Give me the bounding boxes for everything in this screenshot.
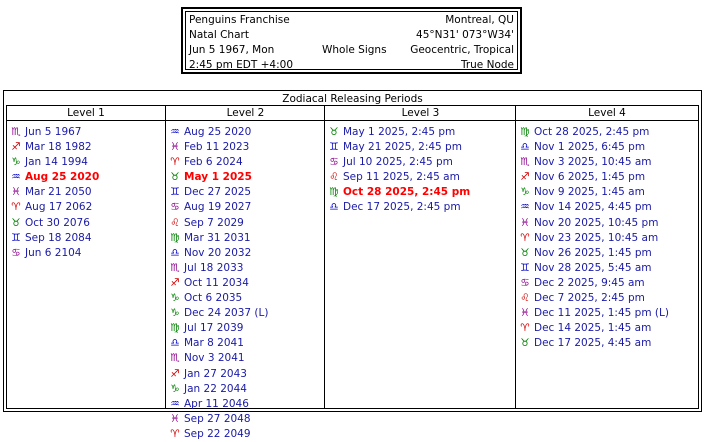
period-date: Mar 18 1982 <box>25 141 92 154</box>
aries-sign-icon: ♈ <box>520 322 530 335</box>
pisces-sign-icon: ♓ <box>520 307 530 320</box>
header-row-3 <box>189 43 514 58</box>
gemini-sign-icon: ♊ <box>11 231 21 244</box>
period-row <box>166 351 325 366</box>
capricorn-sign-icon: ♑ <box>170 292 180 305</box>
sagittarius-sign-icon: ♐ <box>11 141 21 154</box>
period-date: Oct 6 2035 <box>184 292 243 305</box>
period-row <box>166 261 325 276</box>
period-date: Jul 10 2025, 2:45 pm <box>343 156 453 169</box>
period-date: Nov 20 2025, 10:45 pm <box>534 216 659 229</box>
period-row <box>166 231 325 246</box>
period-date: Nov 20 2032 <box>184 246 252 259</box>
scorpio-sign-icon: ♏ <box>11 126 21 138</box>
aries-sign-icon: ♈ <box>170 427 180 440</box>
chart-type: Natal Chart <box>189 29 249 41</box>
header-row-4 <box>189 58 514 73</box>
header-row-1 <box>189 13 514 28</box>
period-row <box>516 155 698 170</box>
period-row <box>166 336 325 351</box>
libra-sign-icon: ♎ <box>520 141 530 154</box>
chart-info-inner <box>185 11 518 70</box>
period-row <box>516 140 698 155</box>
period-row <box>325 170 516 185</box>
period-date: Dec 11 2025, 1:45 pm (L) <box>534 307 669 320</box>
period-row <box>7 140 165 155</box>
taurus-sign-icon: ♉ <box>329 126 339 138</box>
period-date: Mar 21 2050 <box>25 186 92 199</box>
period-row <box>166 155 325 170</box>
leo-sign-icon: ♌ <box>329 171 339 184</box>
period-row <box>516 185 698 200</box>
capricorn-sign-icon: ♑ <box>520 186 530 199</box>
period-row <box>166 367 325 382</box>
period-date: Jan 14 1994 <box>25 156 88 169</box>
period-date: Jul 17 2039 <box>184 322 244 335</box>
period-date: Mar 8 2041 <box>184 337 244 350</box>
period-row <box>516 336 698 351</box>
period-row <box>516 170 698 185</box>
sagittarius-sign-icon: ♐ <box>170 276 180 289</box>
period-row <box>516 200 698 215</box>
period-date: Sep 27 2048 <box>184 412 251 425</box>
leo-sign-icon: ♌ <box>170 216 180 229</box>
period-row <box>166 246 325 261</box>
period-date: Oct 11 2034 <box>184 276 249 289</box>
virgo-sign-icon: ♍ <box>520 126 530 138</box>
period-row <box>325 140 516 155</box>
period-row <box>166 427 325 442</box>
period-row <box>7 246 165 261</box>
pisces-sign-icon: ♓ <box>11 186 21 199</box>
period-date: Dec 17 2025, 2:45 pm <box>343 201 461 214</box>
level-4-rows <box>516 121 698 351</box>
period-row <box>166 382 325 397</box>
period-date: Sep 18 2084 <box>25 231 92 244</box>
period-row <box>166 216 325 231</box>
level-3-header: Level 3 <box>325 106 516 121</box>
period-row <box>166 276 325 291</box>
chart-date: Jun 5 1967, Mon <box>189 44 275 56</box>
level-1-rows <box>7 121 165 261</box>
period-date: Dec 14 2025, 1:45 am <box>534 322 652 335</box>
level-3-rows <box>325 121 516 216</box>
period-date: Dec 2 2025, 9:45 am <box>534 276 645 289</box>
period-row <box>325 155 516 170</box>
period-row <box>516 261 698 276</box>
period-date: Jan 27 2043 <box>184 367 247 380</box>
coordinates: 45°N31' 073°W34' <box>416 29 514 41</box>
period-date: Nov 26 2025, 1:45 pm <box>534 246 652 259</box>
pisces-sign-icon: ♓ <box>170 141 180 154</box>
sagittarius-sign-icon: ♐ <box>170 367 180 380</box>
period-row <box>166 125 325 140</box>
period-date: Nov 3 2041 <box>184 352 245 365</box>
period-row <box>325 125 516 140</box>
virgo-sign-icon: ♍ <box>329 186 339 199</box>
period-date: Nov 6 2025, 1:45 pm <box>534 171 646 184</box>
period-date: Sep 22 2049 <box>184 427 251 440</box>
period-row <box>7 155 165 170</box>
period-date: May 1 2025 <box>184 171 252 184</box>
period-row <box>516 231 698 246</box>
period-row <box>166 397 325 412</box>
location: Montreal, QU <box>445 14 514 26</box>
period-row <box>516 306 698 321</box>
aries-sign-icon: ♈ <box>520 231 530 244</box>
period-date: Feb 6 2024 <box>184 156 243 169</box>
level-1-header: Level 1 <box>7 106 165 121</box>
current-period-row <box>325 185 516 200</box>
period-row <box>516 291 698 306</box>
period-date: Nov 14 2025, 4:45 pm <box>534 201 652 214</box>
cancer-sign-icon: ♋ <box>11 246 21 259</box>
period-date: Aug 17 2062 <box>25 201 93 214</box>
period-date: Dec 7 2025, 2:45 pm <box>534 292 645 305</box>
period-row <box>7 231 165 246</box>
taurus-sign-icon: ♉ <box>11 216 21 229</box>
period-date: Oct 30 2076 <box>25 216 90 229</box>
chart-time: 2:45 pm EDT +4:00 <box>189 59 293 71</box>
period-row <box>166 200 325 215</box>
capricorn-sign-icon: ♑ <box>170 307 180 320</box>
pisces-sign-icon: ♓ <box>520 216 530 229</box>
aries-sign-icon: ♈ <box>170 156 180 169</box>
period-date: Dec 27 2025 <box>184 186 252 199</box>
gemini-sign-icon: ♊ <box>329 141 339 154</box>
period-row <box>516 125 698 140</box>
aquarius-sign-icon: ♒ <box>520 201 530 214</box>
period-row <box>7 216 165 231</box>
period-date: Apr 11 2046 <box>184 397 249 410</box>
period-date: Aug 25 2020 <box>184 126 252 138</box>
period-date: May 21 2025, 2:45 pm <box>343 141 462 154</box>
libra-sign-icon: ♎ <box>170 337 180 350</box>
current-period-row <box>166 170 325 185</box>
virgo-sign-icon: ♍ <box>170 322 180 335</box>
zodiacal-releasing-panel <box>3 90 702 440</box>
period-row <box>516 246 698 261</box>
capricorn-sign-icon: ♑ <box>11 156 21 169</box>
leo-sign-icon: ♌ <box>520 292 530 305</box>
period-row <box>166 306 325 321</box>
sagittarius-sign-icon: ♐ <box>520 171 530 184</box>
period-row <box>166 321 325 336</box>
capricorn-sign-icon: ♑ <box>170 382 180 395</box>
period-date: Jun 6 2104 <box>25 246 82 259</box>
virgo-sign-icon: ♍ <box>170 231 180 244</box>
level-1-column <box>7 106 165 408</box>
taurus-sign-icon: ♉ <box>520 246 530 259</box>
chart-name: Penguins Franchise <box>189 14 290 26</box>
period-date: Nov 3 2025, 10:45 am <box>534 156 652 169</box>
chart-info-box <box>181 7 522 74</box>
period-date: Dec 17 2025, 4:45 am <box>534 337 652 350</box>
cancer-sign-icon: ♋ <box>170 201 180 214</box>
node-type: True Node <box>460 59 514 71</box>
period-date: Jan 22 2044 <box>184 382 247 395</box>
level-3-column <box>324 106 516 408</box>
period-row <box>7 125 165 140</box>
period-row <box>7 200 165 215</box>
aquarius-sign-icon: ♒ <box>170 397 180 410</box>
cancer-sign-icon: ♋ <box>329 156 339 169</box>
period-date: Nov 28 2025, 5:45 am <box>534 261 652 274</box>
aries-sign-icon: ♈ <box>11 201 21 214</box>
period-date: Jul 18 2033 <box>184 261 244 274</box>
level-4-header: Level 4 <box>516 106 698 121</box>
level-2-header: Level 2 <box>166 106 325 121</box>
pisces-sign-icon: ♓ <box>170 412 180 425</box>
period-row <box>516 321 698 336</box>
period-date: Mar 31 2031 <box>184 231 251 244</box>
gemini-sign-icon: ♊ <box>170 186 180 199</box>
period-date: Oct 28 2025, 2:45 pm <box>343 186 471 199</box>
period-date: Oct 28 2025, 2:45 pm <box>534 126 650 138</box>
period-date: Dec 24 2037 (L) <box>184 307 269 320</box>
aquarius-sign-icon: ♒ <box>170 126 180 138</box>
aquarius-sign-icon: ♒ <box>11 171 21 184</box>
period-date: Sep 7 2029 <box>184 216 244 229</box>
period-row <box>7 185 165 200</box>
house-system: Whole Signs <box>322 44 387 56</box>
period-row <box>166 185 325 200</box>
period-row <box>166 291 325 306</box>
zodiac-type: Geocentric, Tropical <box>410 44 514 56</box>
period-row <box>166 140 325 155</box>
period-row <box>516 216 698 231</box>
period-date: Aug 19 2027 <box>184 201 252 214</box>
scorpio-sign-icon: ♏ <box>520 156 530 169</box>
header-row-2 <box>189 28 514 43</box>
gemini-sign-icon: ♊ <box>520 261 530 274</box>
level-4-column <box>515 106 698 408</box>
period-date: Feb 11 2023 <box>184 141 250 154</box>
taurus-sign-icon: ♉ <box>520 337 530 350</box>
level-2-rows <box>166 121 325 442</box>
period-date: Nov 1 2025, 6:45 pm <box>534 141 646 154</box>
period-row <box>516 276 698 291</box>
current-period-row <box>7 170 165 185</box>
cancer-sign-icon: ♋ <box>520 276 530 289</box>
libra-sign-icon: ♎ <box>170 246 180 259</box>
period-date: May 1 2025, 2:45 pm <box>343 126 456 138</box>
scorpio-sign-icon: ♏ <box>170 352 180 365</box>
scorpio-sign-icon: ♏ <box>170 261 180 274</box>
period-date: Jun 5 1967 <box>25 126 82 138</box>
period-date: Nov 23 2025, 10:45 am <box>534 231 659 244</box>
libra-sign-icon: ♎ <box>329 201 339 214</box>
level-2-column <box>165 106 325 440</box>
period-row <box>325 200 516 215</box>
taurus-sign-icon: ♉ <box>170 171 180 184</box>
period-date: Aug 25 2020 <box>25 171 100 184</box>
period-row <box>166 412 325 427</box>
levels-table <box>6 105 699 440</box>
panel-title: Zodiacal Releasing Periods <box>282 93 423 105</box>
period-date: Nov 9 2025, 1:45 am <box>534 186 645 199</box>
period-date: Sep 11 2025, 2:45 am <box>343 171 460 184</box>
